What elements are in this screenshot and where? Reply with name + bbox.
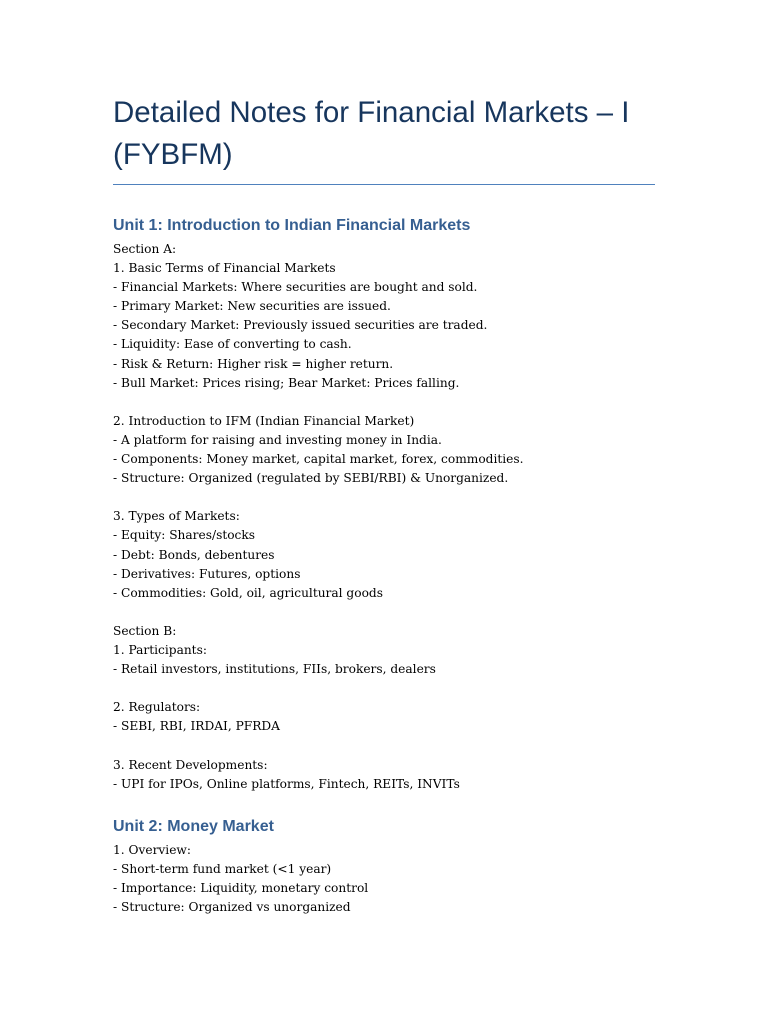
unit-2-heading: Unit 2: Money Market bbox=[113, 817, 274, 835]
text-line: 3. Recent Developments: bbox=[113, 757, 268, 772]
text-line: 3. Types of Markets: bbox=[113, 509, 240, 524]
text-line: - Structure: Organized vs unorganized bbox=[113, 900, 351, 914]
blank-line bbox=[113, 488, 655, 507]
blank-line bbox=[113, 393, 655, 412]
text-line: - Retail investors, institutions, FIIs, brokers, dealers bbox=[113, 662, 436, 677]
text-line: 1. Basic Terms of Financial Markets bbox=[113, 261, 336, 276]
unit-1-heading: Unit 1: Introduction to Indian Financial Markets bbox=[113, 217, 471, 234]
text-line: - Secondary Market: Previously issued securities are traded. bbox=[113, 318, 488, 333]
text-line: - Components: Money market, capital market, forex, commodities. bbox=[113, 452, 524, 467]
document-page bbox=[113, 92, 655, 917]
unit-1-body bbox=[113, 240, 655, 794]
text-line: - Short-term fund market (<1 year) bbox=[113, 861, 332, 876]
text-line: - Primary Market: New securities are issued. bbox=[113, 299, 391, 314]
text-line: 1. Participants: bbox=[113, 642, 207, 657]
text-line: Section B: bbox=[113, 623, 177, 638]
text-line: 1. Overview: bbox=[113, 842, 191, 857]
text-line: - Debt: Bonds, debentures bbox=[113, 547, 275, 562]
text-line: Section A: bbox=[113, 242, 177, 256]
text-line: - SEBI, RBI, IRDAI, PFRDA bbox=[113, 719, 280, 734]
text-line: - Derivatives: Futures, options bbox=[113, 566, 301, 581]
text-line: - Liquidity: Ease of converting to cash. bbox=[113, 337, 352, 352]
blank-line bbox=[113, 603, 655, 622]
text-line: - A platform for raising and investing money in India. bbox=[113, 432, 442, 447]
text-line: - Bull Market: Prices rising; Bear Market: Prices falling. bbox=[113, 375, 460, 390]
text-line: 2. Regulators: bbox=[113, 700, 201, 715]
text-line: - Structure: Organized (regulated by SEBI/RBI) & Unorganized. bbox=[113, 471, 509, 486]
unit-1-section bbox=[113, 215, 655, 794]
blank-line bbox=[113, 736, 655, 755]
blank-line bbox=[113, 679, 655, 698]
text-line: - Risk & Return: Higher risk = higher return. bbox=[113, 356, 394, 371]
text-line: - Financial Markets: Where securities are bought and sold. bbox=[113, 280, 478, 295]
text-line: - UPI for IPOs, Online platforms, Fintech, REITs, INVITs bbox=[113, 776, 460, 791]
text-line: 2. Introduction to IFM (Indian Financial Market) bbox=[113, 413, 415, 428]
unit-2-body bbox=[113, 841, 655, 917]
text-line: - Equity: Shares/stocks bbox=[113, 528, 256, 543]
text-line: - Importance: Liquidity, monetary control bbox=[113, 880, 369, 895]
document-title: Detailed Notes for Financial Markets – I (FYBFM) bbox=[113, 92, 655, 185]
text-line: - Commodities: Gold, oil, agricultural goods bbox=[113, 585, 383, 600]
unit-2-section bbox=[113, 816, 655, 917]
